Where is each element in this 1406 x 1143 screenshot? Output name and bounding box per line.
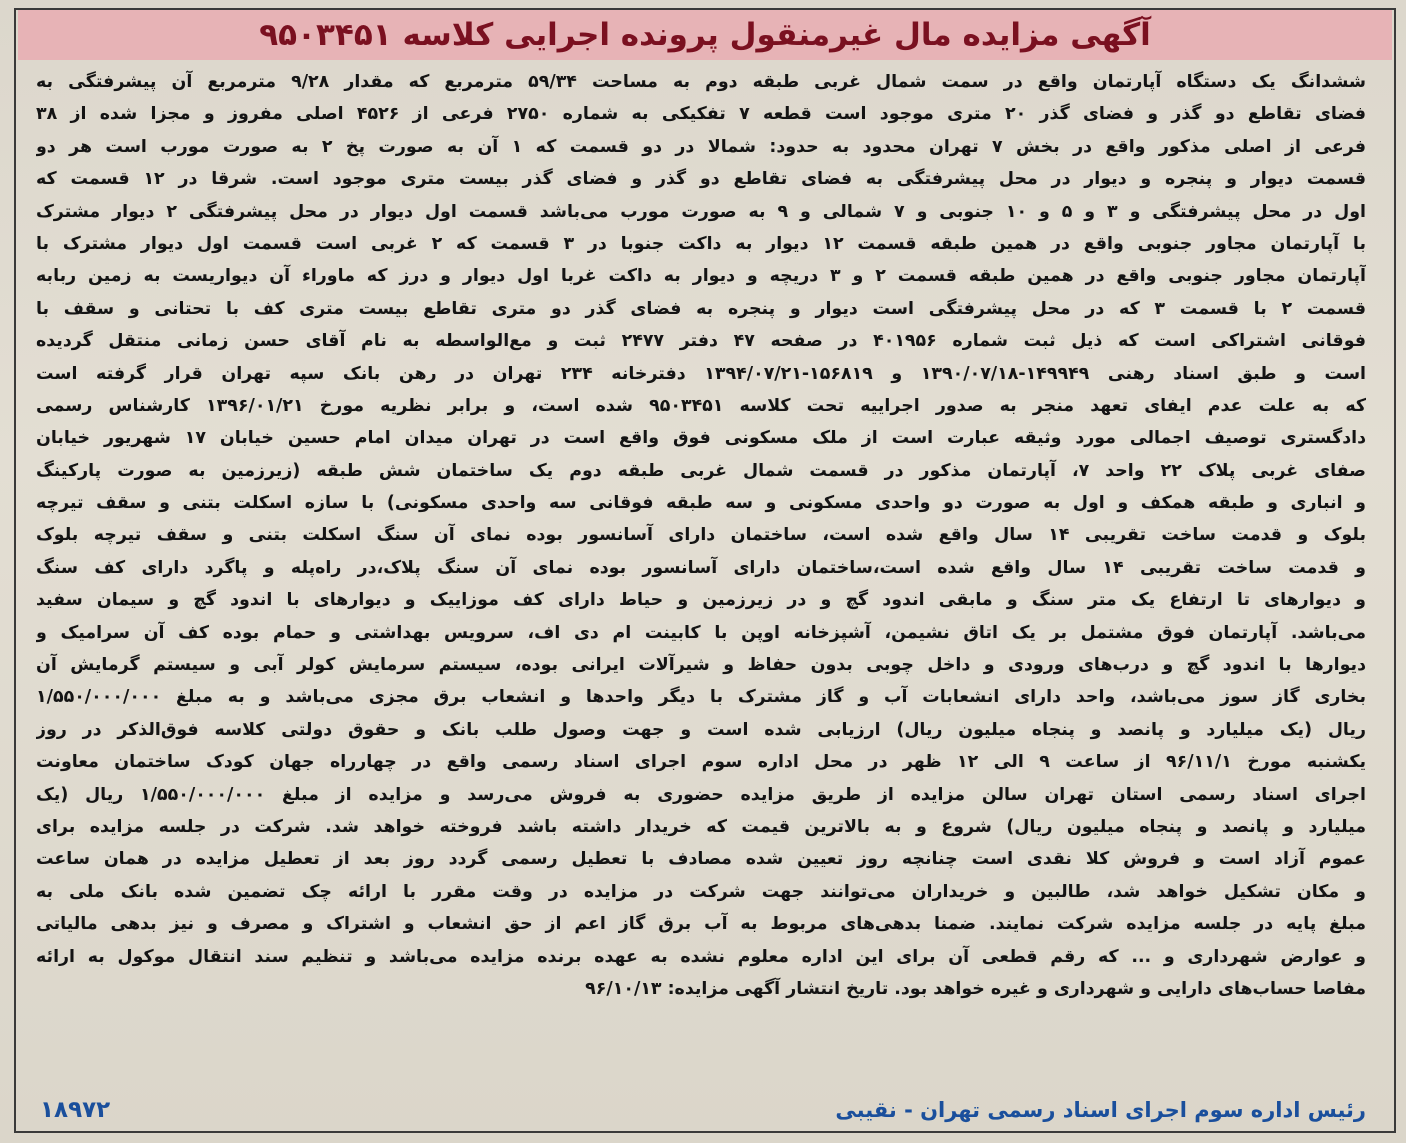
body-line: فضای تقاطع دو گذر و فضای گذر ۲۰ متری موجود است قطعه ۷ تفکیکی به شماره ۲۷۵۰ فرعی از ۴۵۲۶ اصلی مفروز و مجزا شده از ۳۸ xyxy=(36,104,1366,125)
body-line: و انباری و طبقه همکف و اول به صورت دو واحدی مسکونی و سه طبقه فوقانی سه واحدی مسکونی) با سازه اسکلت بتنی و سقف تیرچه xyxy=(36,493,1366,514)
body-line: اجرای اسناد رسمی استان تهران سالن مزایده از طریق مزایده حضوری به فروش می‌رسد و مزایده از مبلغ ۱/۵۵۰/۰۰۰/۰۰۰ ریال (یک xyxy=(36,784,1366,805)
body-line: دادگستری توصیف اجمالی مورد وثیقه عبارت است از ملک مسکونی فوق واقع است در تهران میدان امام حسین خیابان ۱۷ شهریور خیابان xyxy=(36,428,1366,449)
body-line: بلوک و قدمت ساخت تقریبی ۱۴ سال واقع شده است، ساختمان دارای آسانسور بوده نمای آن سنگ اسکلت بتنی و سقف تیرچه بلوک xyxy=(36,525,1366,546)
body-line: می‌باشد. آپارتمان فوق مشتمل بر یک اتاق نشیمن، آشپزخانه اوپن با کابینت ام دی اف، سرویس بهداشتی و حمام بوده کف آن سرامیک و xyxy=(36,622,1366,643)
body-line: صفای غربی پلاک ۲۲ واحد ۷، آپارتمان مذکور در قسمت شمال غربی طبقه دوم یک ساختمان شش طبقه (زیرزمین به صورت پارکینگ xyxy=(36,460,1366,481)
body-line: و قدمت ساخت تقریبی ۱۴ سال واقع شده است،ساختمان دارای آسانسور بوده نمای آن سنگ پلاک،در راه‌پله و پاگرد دارای کف سنگ xyxy=(36,557,1366,578)
body-line: ریال (یک میلیارد و پانصد و پنجاه میلیون ریال) ارزیابی شده است و جهت وصول طلب بانک و حقوق دولتی کلاسه فوق‌الذکر در روز xyxy=(36,719,1366,740)
body-line: مفاصا حساب‌های دارایی و شهرداری و غیره خواهد بود. تاریخ انتشار آگهی مزایده: ۹۶/۱۰/۱۳ xyxy=(585,978,1366,999)
body-line: فرعی از اصلی مذکور واقع در بخش ۷ تهران محدود به حدود: شمالا در دو قسمت که ۱ آن به صورت پخ ۲ به صورت مورب است هر دو xyxy=(36,136,1366,157)
title-band xyxy=(18,10,1392,60)
body-line: و دیوارهای تا ارتفاع یک متر سنگ و مابقی اندود گچ و در زیرزمین و حیاط دارای کف موزاییک و دیوارهای با اندود گچ و سیمان سفید xyxy=(36,590,1366,611)
body-line: و مکان تشکیل خواهد شد، طالبین و خریداران می‌توانند جهت شرکت در مزایده در وقت مقرر با ارائه چک تضمین شده بانک ملی به xyxy=(36,881,1366,902)
ad-body xyxy=(36,66,1366,1005)
ad-footer xyxy=(40,1090,1366,1130)
body-line: ششدانگ یک دستگاه آپارتمان واقع در سمت شمال غربی طبقه دوم به مساحت ۵۹/۳۴ مترمربع که مقدار ۹/۲۸ مترمربع آن پیشرفتگی به xyxy=(36,72,1366,92)
body-line: قسمت دیوار و پنجره و دیوار در محل پیشرفتگی به فضای تقاطع دو گذر و فضای گذر بیست متری موجود است. شرقا در ۱۲ قسمت که xyxy=(36,169,1366,190)
body-line: دیوارها با اندود گچ و درب‌های ورودی و داخل چوبی بدون حفاظ و شیرآلات ایرانی بوده، سیستم سرمایش کولر آبی و سیستم گرمایش آن xyxy=(36,655,1366,676)
body-line: یکشنبه مورخ ۹۶/۱۱/۱ از ساعت ۹ الی ۱۲ ظهر در محل اداره سوم اجرای اسناد رسمی واقع در چهارراه جهان کودک ساختمان معاونت xyxy=(36,752,1366,773)
body-line: بخاری گاز سوز می‌باشد، واحد دارای انشعابات آب و گاز مشترک با دیگر واحدها و انشعاب برق مجزی می‌باشد و به مبلغ ۱/۵۵۰/۰۰۰/۰۰۰ xyxy=(36,687,1366,708)
ad-title: آگهی مزایده مال غیرمنقول پرونده اجرایی کلاسه ۹۵۰۳۴۵۱ xyxy=(259,17,1151,53)
signature: رئیس اداره سوم اجرای اسناد رسمی تهران - نقیبی xyxy=(835,1098,1366,1122)
body-line: آپارتمان مجاور جنوبی واقع در همین طبقه قسمت ۲ و ۳ دریچه و دیوار به داکت غربا اول دیوار و درز که ماوراء آن دیواریست به زمین ربابه xyxy=(36,266,1366,287)
body-line: اول در محل پیشرفتگی و ۳ و ۵ و ۱۰ جنوبی و ۷ شمالی و ۹ به صورت مورب می‌باشد قسمت اول دیوار در محل پیشرفتگی ۲ دیوار مشترک xyxy=(36,201,1366,222)
body-line: مبلغ پایه در جلسه مزایده شرکت نمایند. ضمنا بدهی‌های مربوط به آب برق گاز اعم از حق انشعاب و اشتراک و مصرف و نیز بدهی مالیاتی xyxy=(36,914,1366,935)
body-line: و عوارض شهرداری و ... که رقم قطعی آن برای این اداره معلوم نشده به عهده برنده مزایده می‌باشد و تنظیم سند انتقال موکول به ارائه xyxy=(36,946,1366,967)
body-line: قسمت ۲ با قسمت ۳ که در محل پیشرفتگی است دیوار و پنجره به فضای گذر دو متری تقاطع بیست متری کف با تحتانی و سقف با xyxy=(36,298,1366,319)
body-line: عموم آزاد است و فروش کلا نقدی است چنانچه روز تعیین شده مصادف با تعطیل رسمی گردد روز بعد از تعطیل مزایده در همان ساعت xyxy=(36,849,1366,870)
ad-code-number: ۱۸۹۷۲ xyxy=(40,1097,111,1123)
body-line: فوقانی اشتراکی است که ذیل ثبت شماره ۴۰۱۹۵۶ در صفحه ۴۷ دفتر ۲۴۷۷ ثبت و مع‌الواسطه به نام آقای حسن زمانی منتقل گردیده xyxy=(36,331,1366,352)
body-line: که به علت عدم ایفای تعهد منجر به صدور اجراییه تحت کلاسه ۹۵۰۳۴۵۱ شده است، و برابر نظریه مورخ ۱۳۹۶/۰۱/۲۱ کارشناس رسمی xyxy=(36,395,1366,416)
body-line: با آپارتمان مجاور جنوبی واقع در همین طبقه قسمت ۱۲ دیوار به داکت جنوبا در ۳ قسمت که ۲ غربی است قسمت اول دیوار مشترک با xyxy=(36,233,1366,254)
body-line: میلیارد و پانصد و پنجاه میلیون ریال) شروع و به بالاترین قیمت که خریدار داشته باشد فروخته خواهد شد. شرکت در جلسه مزایده برای xyxy=(36,816,1366,837)
body-line: است و طبق اسناد رهنی ۱۴۹۹۴۹-۱۳۹۰/۰۷/۱۸ و ۱۵۶۸۱۹-۱۳۹۴/۰۷/۲۱ دفترخانه ۲۳۴ تهران در رهن بانک سپه تهران قرار گرفته است xyxy=(36,363,1366,384)
